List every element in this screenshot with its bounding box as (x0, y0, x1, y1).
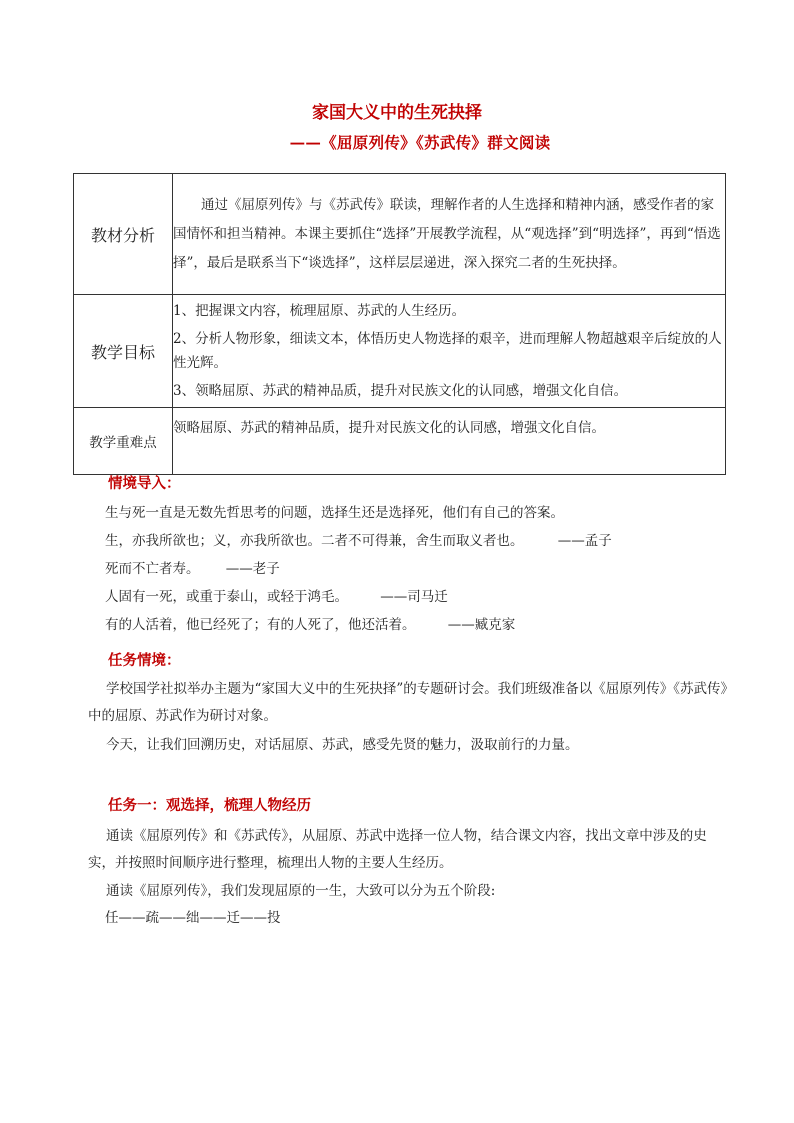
page-subtitle: ——《屈原列传》《苏武传》群文阅读 (289, 133, 551, 152)
lesson-info-table (73, 173, 726, 475)
quote-author: ——司马迁 (380, 589, 448, 605)
quote-author: ——臧克家 (447, 617, 516, 633)
task-context-paragraph: 今天，让我们回溯历史，对话屈原、苏武，感受先贤的魅力，汲取前行的力量。 (106, 737, 579, 753)
page-title: 家国大义中的生死抉择 (312, 103, 482, 123)
quote-author: ——老子 (225, 561, 280, 577)
row-label-material: 教材分析 (74, 174, 173, 295)
table-row (74, 295, 726, 408)
row-content-material: 通过《屈原列传》与《苏武传》联读，理解作者的人生选择和精神内涵，感受作者的家国情怀和担当精神。本课主要抓住“选择”开展教学流程，从“观选择”到“明选择”，再到“悟选择”，最后是联系当下“谈选择”，这样层层递进，深入探究二者的生死抉择。 (173, 174, 726, 295)
task1-paragraph: 通读《屈原列传》和《苏武传》，从屈原、苏武中选择一位人物，结合课文内容，找出文章中涉及的史实，并按照时间顺序进行整理，梳理出人物的主要人生经历。 (88, 828, 707, 871)
quote-line (105, 614, 515, 636)
section-heading-intro: 情境导入： (108, 475, 181, 492)
quote-line (105, 558, 280, 580)
quote-line (105, 530, 612, 552)
row-label-keypoints: 教学重难点 (74, 408, 173, 475)
table-row (74, 174, 726, 295)
quote-text: 生，亦我所欲也；义，亦我所欲也。二者不可得兼，舍生而取义者也。 (105, 533, 524, 549)
section-heading-task1: 任务一：观选择，梳理人物经历 (108, 797, 311, 814)
goal-item: 2、分析人物形象，细读文本，体悟历史人物选择的艰辛，进而理解人物超越艰辛后绽放的人性光辉。 (173, 331, 722, 371)
row-content-keypoints: 领略屈原、苏武的精神品质，提升对民族文化的认同感，增强文化自信。 (173, 408, 726, 475)
quote-text: 人固有一死，或重于泰山，或轻于鸿毛。 (105, 589, 348, 605)
task-context-paragraph: 学校国学社拟举办主题为“家国大义中的生死抉择”的专题研讨会。我们班级准备以《屈原列传》《苏武传》中的屈原、苏武作为研讨对象。 (88, 681, 728, 724)
task1-paragraph: 通读《屈原列传》，我们发现屈原的一生，大致可以分为五个阶段: (106, 883, 496, 899)
intro-lead: 生与死一直是无数先哲思考的问题，选择生还是选择死，他们有自己的答案。 (105, 505, 564, 521)
quote-text: 死而不亡者寿。 (105, 561, 200, 577)
quote-author: ——孟子 (557, 533, 612, 549)
row-content-goals (173, 295, 726, 408)
section-heading-task-context: 任务情境： (108, 652, 181, 669)
goal-item: 3、领略屈原、苏武的精神品质，提升对民族文化的认同感，增强文化自信。 (173, 383, 628, 399)
goal-item: 1、把握课文内容，梳理屈原、苏武的人生经历。 (173, 303, 466, 319)
quote-line (105, 586, 448, 608)
table-row (74, 408, 726, 475)
row-label-goals: 教学目标 (74, 295, 173, 408)
quote-text: 有的人活着，他已经死了；有的人死了，他还活着。 (105, 617, 416, 633)
task1-stages: 任——疏——绌——迁——投 (105, 910, 281, 926)
